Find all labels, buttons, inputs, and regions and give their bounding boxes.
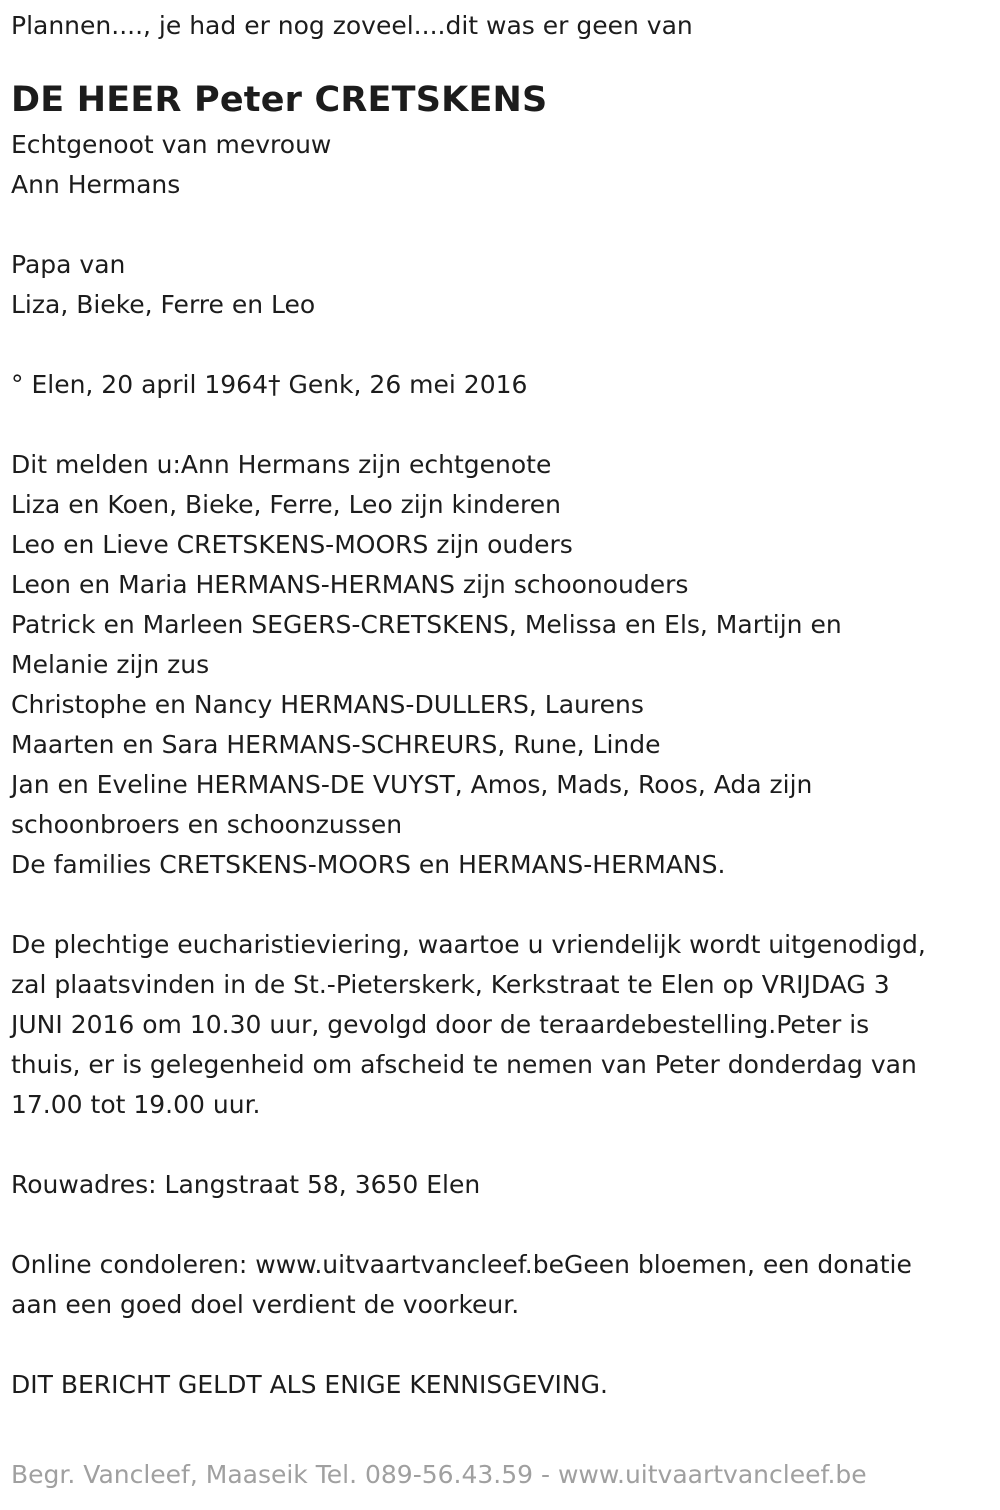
announcer-line: Liza en Koen, Bieke, Ferre, Leo zijn kinderen (11, 490, 561, 519)
spacer (11, 405, 993, 445)
ceremony-line: JUNI 2016 om 10.30 uur, gevolgd door de teraardebestelling.Peter is (11, 1010, 870, 1039)
deceased-title: DE HEER Peter CRETSKENS (11, 80, 548, 120)
ceremony-line: zal plaatsvinden in de St.-Pieterskerk, Kerkstraat te Elen op VRIJDAG 3 (11, 970, 890, 999)
condolence-line: aan een goed doel verdient de voorkeur. (11, 1290, 520, 1319)
announcers-list (11, 445, 993, 885)
spacer (11, 1125, 993, 1165)
opening-line: Plannen...., je had er nog zoveel....dit was er geen van (11, 11, 693, 40)
spacer (11, 325, 993, 365)
ceremony-line: thuis, er is gelegenheid om afscheid te nemen van Peter donderdag van (11, 1050, 917, 1079)
announcer-line: Leon en Maria HERMANS-HERMANS zijn schoonouders (11, 570, 689, 599)
condolence-line: Online condoleren: www.uitvaartvancleef.beGeen bloemen, een donatie (11, 1250, 912, 1279)
announcer-line: Melanie zijn zus (11, 650, 210, 679)
announcer-line: De families CRETSKENS-MOORS en HERMANS-HERMANS. (11, 850, 726, 879)
spacer (11, 1325, 993, 1365)
funeral-home-footer: Begr. Vancleef, Maaseik Tel. 089-56.43.59 - www.uitvaartvancleef.be (11, 1460, 867, 1489)
ceremony-paragraph (11, 925, 993, 1125)
children-names: Liza, Bieke, Ferre en Leo (11, 290, 316, 319)
condolence-paragraph (11, 1245, 993, 1325)
spacer (11, 885, 993, 925)
announcer-line: Christophe en Nancy HERMANS-DULLERS, Laurens (11, 690, 644, 719)
notice-line: DIT BERICHT GELDT ALS ENIGE KENNISGEVING. (11, 1370, 608, 1399)
mourning-address: Rouwadres: Langstraat 58, 3650 Elen (11, 1170, 481, 1199)
announcer-line: schoonbroers en schoonzussen (11, 810, 403, 839)
spacer (11, 205, 993, 245)
announcer-line: Jan en Eveline HERMANS-DE VUYST, Amos, Mads, Roos, Ada zijn (11, 770, 813, 799)
ceremony-line: 17.00 tot 19.00 uur. (11, 1090, 261, 1119)
ceremony-line: De plechtige eucharistieviering, waartoe u vriendelijk wordt uitgenodigd, (11, 930, 926, 959)
spacer (11, 1205, 993, 1245)
announcer-line: Maarten en Sara HERMANS-SCHREURS, Rune, Linde (11, 730, 661, 759)
announcer-line: Patrick en Marleen SEGERS-CRETSKENS, Melissa en Els, Martijn en (11, 610, 842, 639)
spouse-name: Ann Hermans (11, 170, 181, 199)
obituary-page (11, 0, 993, 1405)
birth-death-dates: ° Elen, 20 april 1964† Genk, 26 mei 2016 (11, 370, 528, 399)
announcer-line: Dit melden u:Ann Hermans zijn echtgenote (11, 450, 552, 479)
children-label: Papa van (11, 250, 126, 279)
spouse-label: Echtgenoot van mevrouw (11, 130, 332, 159)
announcer-line: Leo en Lieve CRETSKENS-MOORS zijn ouders (11, 530, 573, 559)
